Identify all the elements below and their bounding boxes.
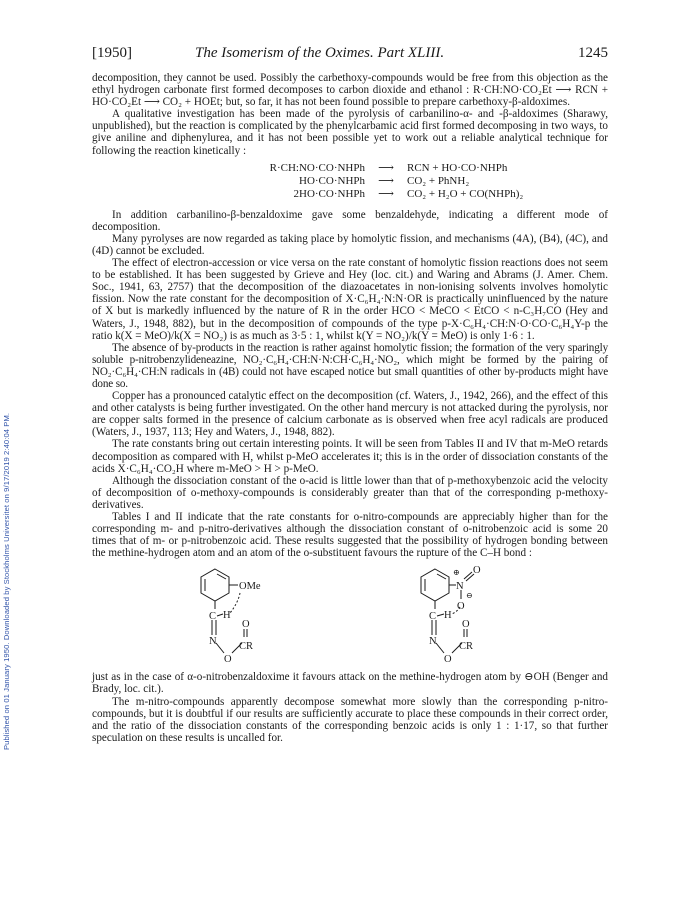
reaction-scheme — [92, 162, 608, 201]
download-watermark: Published on 01 January 1950. Downloaded by Stockholms Universitet on 9/17/2019 2:40:04 PM. — [2, 412, 11, 750]
c-label: C — [209, 611, 217, 623]
paragraph: The absence of by-products in the reaction is rather against homolytic fission; the formation of the very sparingly soluble p-nitrobenzylideneazine, NO₂·C₆H₄·CH:N·N:CH·C₆H₄·NO₂, which might be formed by the pairing of NO₂·C₆H₄·CH:N radicals in (4B) could not have escaped notice but small quantities of other by-products might have done so. — [92, 341, 608, 390]
reactant: HO·CO·NHPh — [299, 174, 365, 187]
reaction-row — [222, 175, 608, 188]
o-label: O — [473, 565, 481, 577]
reaction-row — [222, 162, 608, 175]
header-title: The Isomerism of the Oximes. Part XLIII. — [195, 45, 445, 61]
h-label: H — [444, 610, 452, 622]
paragraph: decomposition, they cannot be used. Possibly the carbethoxy-compounds would be free from this objection as the ethyl hydrogen carbonate first formed decomposes to carbon dioxide and ethanol : R·CH:NO·CO₂Et ⟶ RCN + HO·CO₂Et ⟶ CO₂ + HOEt; but, so far, it has not been found possible to prepare carbethoxy-β-aldoximes. — [92, 72, 608, 109]
paragraph: Tables I and II indicate that the rate constants for o-nitro-compounds are appreciably higher than for the corresponding m- and p-nitro-derivatives although the dissociation constant of o-nitrobenzoic acid is some 20 times that of m- or p-nitrobenzoic acid. These results suggested that the possibility of hydrogen bonding between the methine-hydrogen atom and an atom of the o-substituent favours the rupture of the C–H bond : — [92, 511, 608, 560]
h-label: H — [223, 610, 231, 622]
structure-figure — [92, 563, 608, 667]
paragraph: just as in the case of α-o-nitrobenzaldoxime it favours attack on the methine-hydrogen atom by ⊖OH (Benger and Brady, loc. cit.). — [92, 671, 608, 696]
running-header — [92, 45, 608, 65]
n-label: N — [456, 581, 464, 593]
hydrogen-bond-structures — [92, 563, 608, 667]
product: RCN + HO·CO·NHPh — [407, 161, 508, 174]
n-label: N — [209, 636, 217, 648]
paragraph: The rate constants bring out certain interesting points. It will be seen from Tables II and IV that m-MeO retards decomposition as compared with H, whilst p-MeO accelerates it; this is in the order of dissociation constants of the acids X·C₆H₄·CO₂H where m-MeO > H > p-MeO. — [92, 438, 608, 475]
reaction-arrow: ⟶ — [378, 174, 394, 187]
reactant: R·CH:NO·CO·NHPh — [269, 161, 365, 174]
paragraph: Although the dissociation constant of the o-acid is little lower than that of p-methoxybenzoic acid the velocity of decomposition of o-methoxy-compounds is considerably greater than that of the corresponding p-methoxy-derivatives. — [92, 474, 608, 511]
reaction-arrow: ⟶ — [378, 187, 394, 200]
paragraph: A qualitative investigation has been made of the pyrolysis of carbanilino-α- and -β-aldoximes (Sharawy, unpublished), but the reaction is complicated by the phenylcarbamic acid first formed decomposing in two ways, to give aniline and diphenylurea, and it has not been possible yet to work out a reliable analytical technique for following the reaction kinetically : — [92, 108, 608, 157]
page-number: 1245 — [578, 45, 608, 61]
paragraph: Copper has a pronounced catalytic effect on the decomposition (cf. Waters, J., 1942, 266), and the effect of this and other catalysts is being further investigated. On the other hand mercury is not attacked during the pyrolysis, nor are copper salts formed in the presence of calcium carbonate as is observed when free acyl radicals are produced (Waters, J., 1937, 113; Hey and Waters, J., 1948, 882). — [92, 390, 608, 439]
cr-label: CR — [239, 641, 254, 653]
ome-label: OMe — [239, 581, 261, 593]
minus-charge: ⊖ — [466, 591, 473, 601]
n-o-bond — [216, 643, 224, 653]
c-h-bond — [437, 614, 444, 616]
hydrogen-bond — [230, 593, 240, 613]
reactant: 2HO·CO·NHPh — [293, 187, 365, 200]
n-label: N — [429, 636, 437, 648]
reaction-row — [222, 188, 608, 201]
paragraph: Many pyrolyses are now regarded as taking place by homolytic fission, and mechanisms (4A), (B4), (4C), and (4D) cannot be excluded. — [92, 232, 608, 257]
n-o-bond — [464, 572, 472, 579]
o-label: O — [242, 619, 250, 631]
n-o-bond — [436, 643, 444, 653]
paragraph: The effect of electron-accession or vice versa on the rate constant of homolytic fission reactions does not seem to be established. It has been suggested by Grieve and Hey (loc. cit.) and Waring and Abrams (J. Amer. Chem. Soc., 1941, 63, 2757) that the decomposition of the diazoacetates in non-ionising solvents involves homolytic fission. Now the rate constant for the decomposition of X·C₆H₄·N:N·OR is practically uninfluenced by the nature of X but is markedly influenced by the nature of R in the order HCO < MeCO < EtCO < n-C₃H₇CO (Hey and Waters, J., 1948, 882), but in the decomposition of compounds of the type p-X·C₆H₄·CH:N·O·CO·C₆H₄Y-p the ratio k(X = MeO)/k(X = NO₂) is as much as 3·5 : 1, whilst k(Y = NO₂)/k(Y = MeO) is only 1·6 : 1. — [92, 257, 608, 342]
body-text — [92, 72, 608, 744]
c-label: C — [429, 611, 437, 623]
paragraph: In addition carbanilino-β-benzaldoxime gave some benzaldehyde, indicating a different mode of decomposition. — [92, 208, 608, 233]
cr-label: CR — [459, 641, 474, 653]
header-year: [1950] — [92, 45, 132, 61]
o-label: O — [224, 654, 232, 666]
paragraph: The m-nitro-compounds apparently decompose somewhat more slowly than the corresponding p-nitro-compounds, but it is doubtful if our results are sufficiently accurate to place these compounds in their correct order, and the ratio of the dissociation constants of the corresponding benzoic acids is only 1 : 1·17, so that further speculation on these results is uncalled for. — [92, 695, 608, 744]
plus-charge: ⊕ — [453, 568, 460, 578]
product: CO₂ + PhNH₂ — [407, 174, 470, 187]
o-label: O — [457, 601, 465, 613]
o-label: O — [462, 619, 470, 631]
product: CO₂ + H₂O + CO(NHPh)₂ — [407, 187, 524, 200]
reaction-arrow: ⟶ — [378, 161, 394, 174]
o-label: O — [444, 654, 452, 666]
